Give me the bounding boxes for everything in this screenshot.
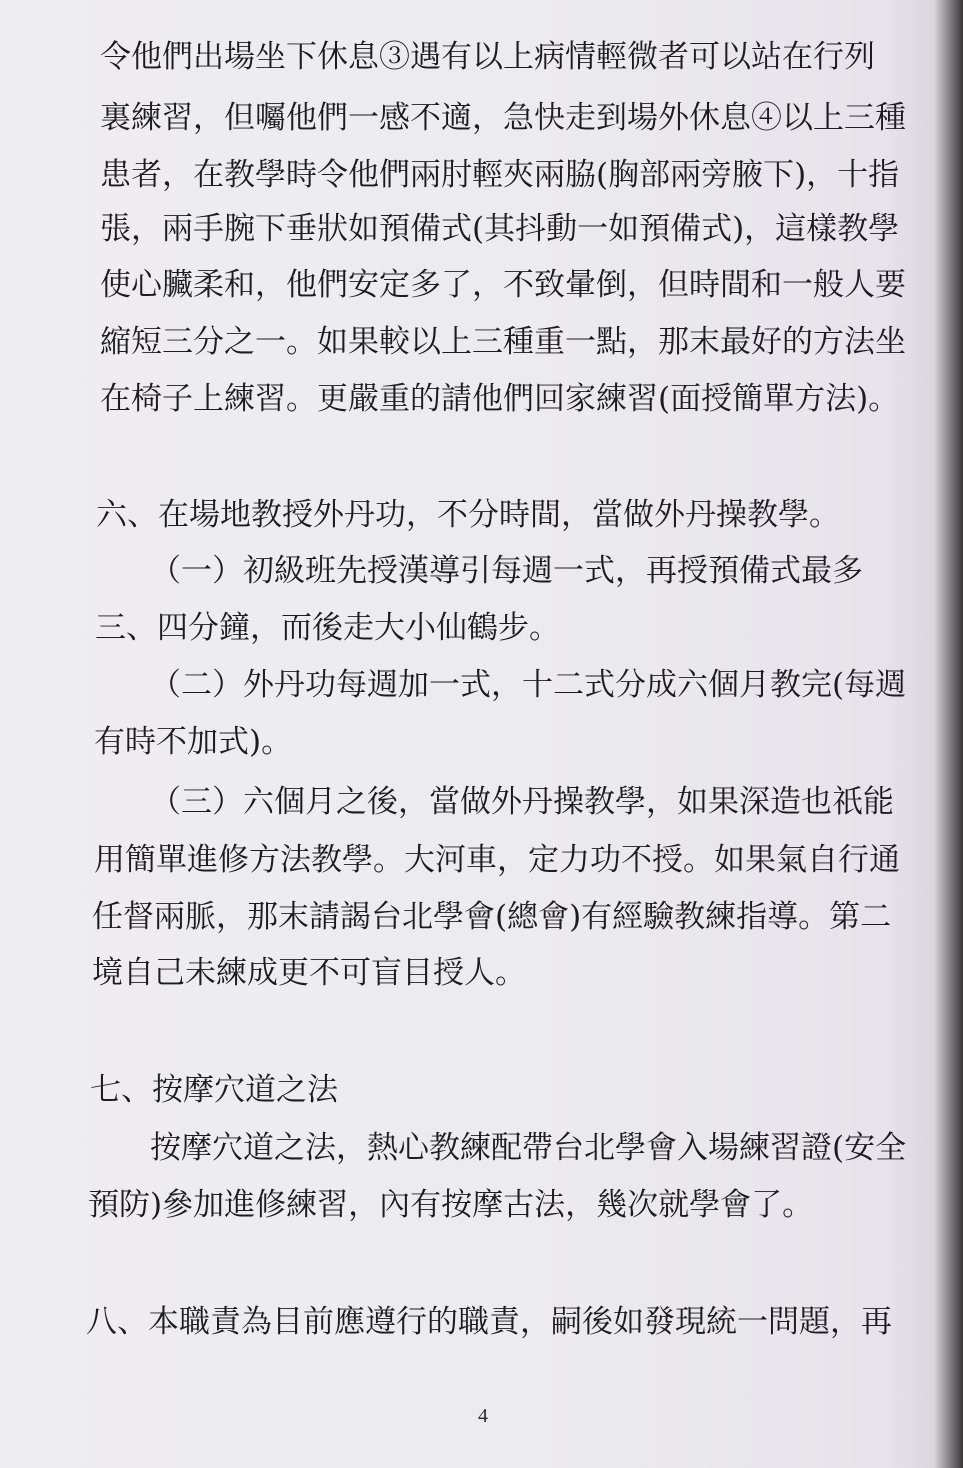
text-line: 任督兩脈，那末請謁台北學會(總會)有經驗教練指導。第二	[92, 899, 892, 935]
text-line: 患者，在教學時令他們兩肘輕夾兩脇(胸部兩旁腋下)，十指	[100, 157, 900, 193]
text-line: 用簡單進修方法教學。大河車，定力功不授。如果氣自行通	[94, 842, 900, 878]
section-heading-6: 六、在場地教授外丹功，不分時間，當做外丹操教學。	[96, 497, 840, 533]
text-line: 張，兩手腕下垂狀如預備式(其抖動一如預備式)，這樣教學	[100, 211, 900, 247]
text-line: 裏練習，但囑他們一感不適，急快走到場外休息④以上三種	[100, 100, 906, 136]
text-line: （三）六個月之後，當做外丹操教學，如果深造也祇能	[150, 784, 894, 820]
section-heading-8: 八、本職責為目前應遵行的職責，嗣後如發現統一問題，再	[86, 1304, 892, 1340]
text-line: 境自己未練成更不可盲目授人。	[92, 955, 526, 991]
text-line: 使心臟柔和，他們安定多了，不致暈倒，但時間和一般人要	[100, 267, 906, 303]
text-line: 令他們出場坐下休息③遇有以上病情輕微者可以站在行列	[100, 39, 875, 75]
text-line: 縮短三分之一。如果較以上三種重一點，那末最好的方法坐	[100, 324, 906, 360]
text-line: 三、四分鐘，而後走大小仙鶴步。	[95, 610, 560, 646]
text-line: 按摩穴道之法，熱心教練配帶台北學會入場練習證(安全	[150, 1130, 907, 1166]
text-line: 在椅子上練習。更嚴重的請他們回家練習(面授簡單方法)。	[100, 381, 900, 417]
section-heading-7: 七、按摩穴道之法	[90, 1072, 338, 1108]
page-number: 4	[478, 1405, 488, 1427]
text-line: （二）外丹功每週加一式，十二式分成六個月教完(每週	[150, 667, 907, 703]
text-line: 有時不加式)。	[94, 724, 293, 760]
text-line: 預防)參加進修練習，內有按摩古法，幾次就學會了。	[88, 1187, 814, 1223]
text-line: （一）初級班先授漢導引每週一式，再授預備式最多	[150, 553, 863, 589]
